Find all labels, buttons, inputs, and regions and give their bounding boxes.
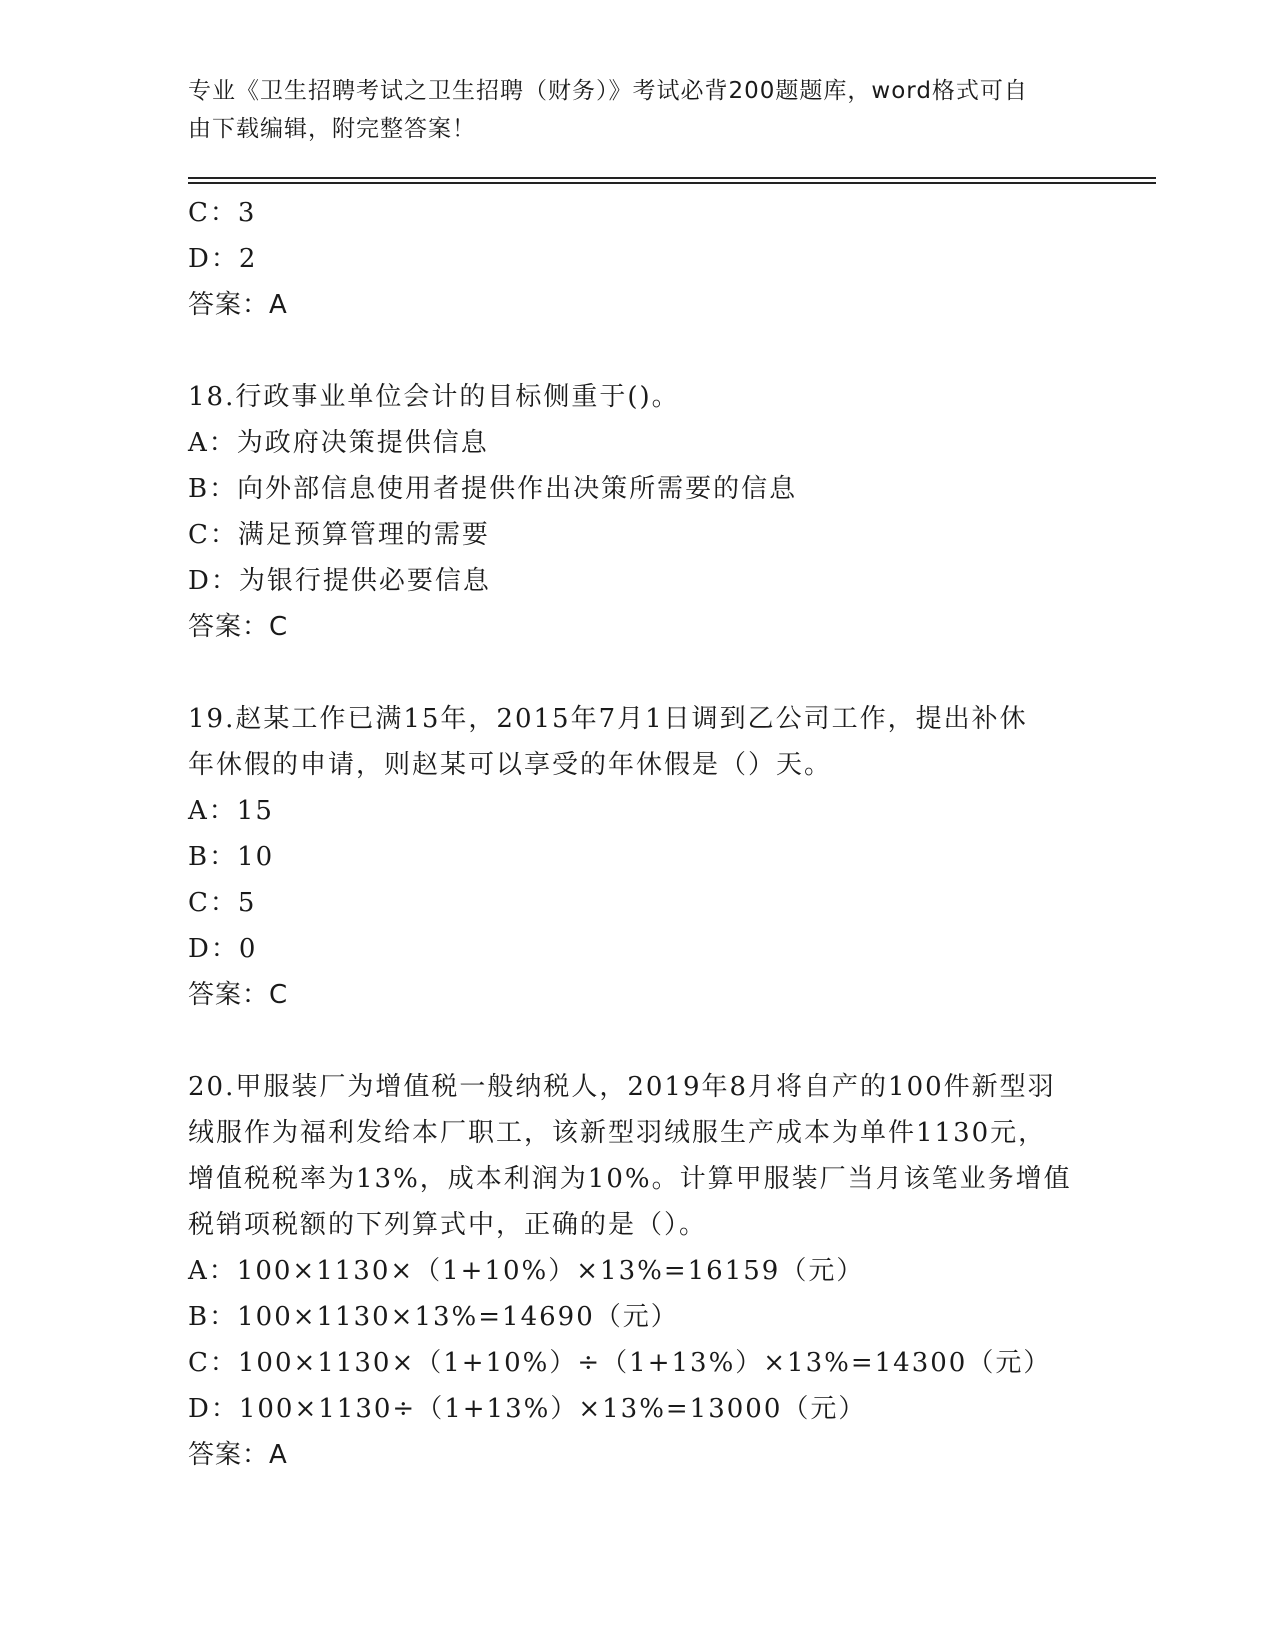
question-stem-line-4: 税销项税额的下列算式中，正确的是（）。 [188, 1210, 708, 1240]
question-18 [188, 374, 1088, 650]
question-17-tail [188, 190, 1088, 328]
question-stem-line-2: 年休假的申请，则赵某可以享受的年休假是（）天。 [188, 750, 833, 780]
question-20 [188, 1064, 1088, 1478]
header-divider-top [188, 177, 1156, 179]
header-line-2: 由下载编辑，附完整答案！ [188, 116, 476, 142]
spacer [188, 650, 1088, 696]
spacer [188, 1018, 1088, 1064]
question-stem-line-2: 绒服作为福利发给本厂职工，该新型羽绒服生产成本为单件1130元， [188, 1118, 1047, 1148]
answer: 答案：C [188, 612, 289, 642]
option-d: D：为银行提供必要信息 [188, 566, 491, 596]
answer: 答案：A [188, 290, 288, 320]
option-c: C：5 [188, 888, 257, 918]
option-a: A：15 [188, 796, 274, 826]
option-d: D：0 [188, 934, 258, 964]
question-stem-line-1: 19.赵某工作已满15年，2015年7月1日调到乙公司工作，提出补休 [188, 704, 1028, 734]
option-a: A：100×1130×（1+10%）×13%=16159（元） [188, 1256, 865, 1286]
document-header [188, 72, 1078, 148]
document-body [188, 190, 1088, 1478]
question-stem-line-1: 20.甲服装厂为增值税一般纳税人，2019年8月将自产的100件新型羽 [188, 1072, 1056, 1102]
answer: 答案：C [188, 980, 289, 1010]
option-b: B：向外部信息使用者提供作出决策所需要的信息 [188, 474, 798, 504]
option-c: C：满足预算管理的需要 [188, 520, 490, 550]
question-stem-line-3: 增值税税率为13%，成本利润为10%。计算甲服装厂当月该笔业务增值 [188, 1164, 1072, 1194]
option-d: D：2 [188, 244, 258, 274]
option-c: C：100×1130×（1+10%）÷（1+13%）×13%=14300（元） [188, 1348, 1052, 1378]
question-stem: 18.行政事业单位会计的目标侧重于()。 [188, 382, 680, 412]
header-line-1: 专业《卫生招聘考试之卫生招聘（财务）》考试必背200题题库，word格式可自 [188, 78, 1028, 104]
option-d: D：100×1130÷（1+13%）×13%=13000（元） [188, 1394, 867, 1424]
header-divider-bottom [188, 182, 1156, 184]
option-a: A：为政府决策提供信息 [188, 428, 489, 458]
option-c: C：3 [188, 198, 257, 228]
answer: 答案：A [188, 1440, 288, 1470]
option-b: B：100×1130×13%=14690（元） [188, 1302, 679, 1332]
spacer [188, 328, 1088, 374]
question-19 [188, 696, 1088, 1018]
option-b: B：10 [188, 842, 275, 872]
